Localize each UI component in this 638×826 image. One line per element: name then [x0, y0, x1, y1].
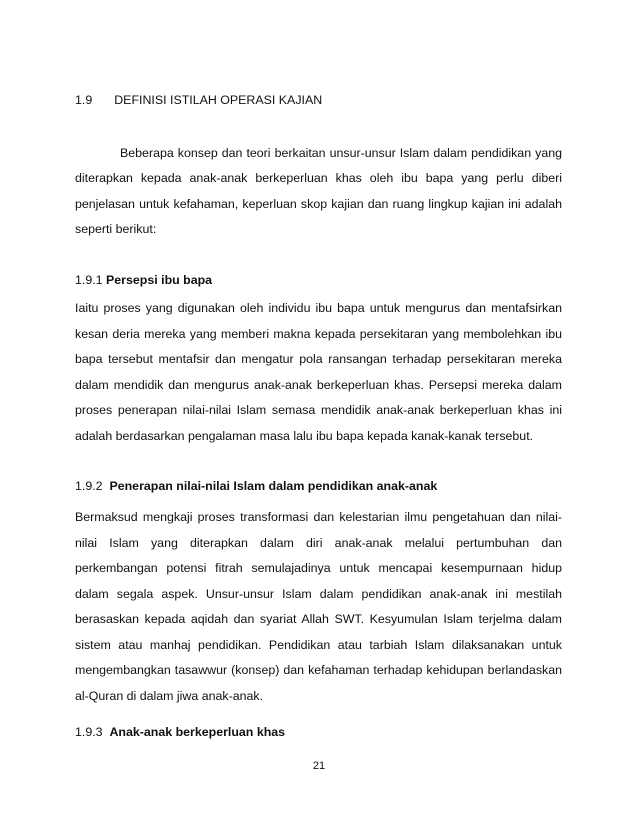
- subsection-heading: [75, 272, 562, 288]
- paragraph-line: bapa tersebut mentafsir dan mengatur pola ransangan terhadap persekitaran mereka: [75, 352, 562, 366]
- paragraph-line: dalam mendidik dan mengurus anak-anak berkeperluan khas. Persepsi mereka dalam: [75, 378, 562, 392]
- paragraph-line: dalam segala aspek. Unsur-unsur Islam dalam pendidikan anak-anak ini mestilah: [75, 587, 562, 601]
- paragraph-line: berasaskan kepada aqidah dan syariat Allah SWT. Kesyumulan Islam terjelma dalam: [75, 612, 562, 626]
- subsection-title: Persepsi ibu bapa: [106, 273, 213, 287]
- paragraph-line: al-Quran di dalam jiwa anak-anak.: [75, 689, 264, 703]
- section-number: 1.9: [75, 93, 93, 107]
- paragraph-line: mengembangkan tasawwur (konsep) dan kefahaman terhadap kehidupan berlandaskan: [75, 663, 562, 677]
- intro-line: seperti berikut:: [75, 222, 157, 236]
- intro-line: penjelasan untuk kefahaman, keperluan skop kajian dan ruang lingkup kajian ini adalah: [75, 197, 562, 211]
- section-title: DEFINISI ISTILAH OPERASI KAJIAN: [114, 93, 323, 107]
- subsection-title: Penerapan nilai-nilai Islam dalam pendidikan anak-anak: [109, 479, 438, 493]
- paragraph-line: sistem atau manhaj pendidikan. Pendidikan atau tarbiah Islam dilaksanakan untuk: [75, 638, 562, 652]
- paragraph-line: Bermaksud mengkaji proses transformasi dan kelestarian ilmu pengetahuan dan nilai-: [75, 510, 562, 524]
- paragraph-line: adalah berdasarkan pengalaman masa lalu ibu bapa kepada kanak-kanak tersebut.: [75, 429, 534, 443]
- subsection-heading: [75, 724, 562, 740]
- paragraph-line: Iaitu proses yang digunakan oleh individu ibu bapa untuk mengurus dan mentafsirkan: [75, 301, 562, 315]
- intro-line: Beberapa konsep dan teori berkaitan unsur-unsur Islam dalam pendidikan yang: [120, 146, 562, 160]
- section-heading: [75, 92, 562, 108]
- paragraph-line: nilai Islam yang diterapkan dalam diri anak-anak melalui pertumbuhan dan: [75, 536, 562, 550]
- page-number: 21: [312, 760, 326, 772]
- subsection-title: Anak-anak berkeperluan khas: [109, 725, 286, 739]
- subsection-number: 1.9.2: [75, 479, 103, 493]
- subsection-number: 1.9.1: [75, 273, 103, 287]
- subsection-number: 1.9.3: [75, 725, 103, 739]
- paragraph-line: kesan deria mereka yang memberi makna kepada persekitaran yang membolehkan ibu: [75, 327, 562, 341]
- intro-line: diterapkan kepada anak-anak berkeperluan khas oleh ibu bapa yang perlu diberi: [75, 171, 562, 185]
- paragraph-line: perkembangan potensi fitrah semulajadinya untuk mencapai kesempurnaan hidup: [75, 561, 562, 575]
- paragraph-line: proses penerapan nilai-nilai Islam semasa mendidik anak-anak berkeperluan khas ini: [75, 403, 562, 417]
- subsection-heading: [75, 478, 562, 494]
